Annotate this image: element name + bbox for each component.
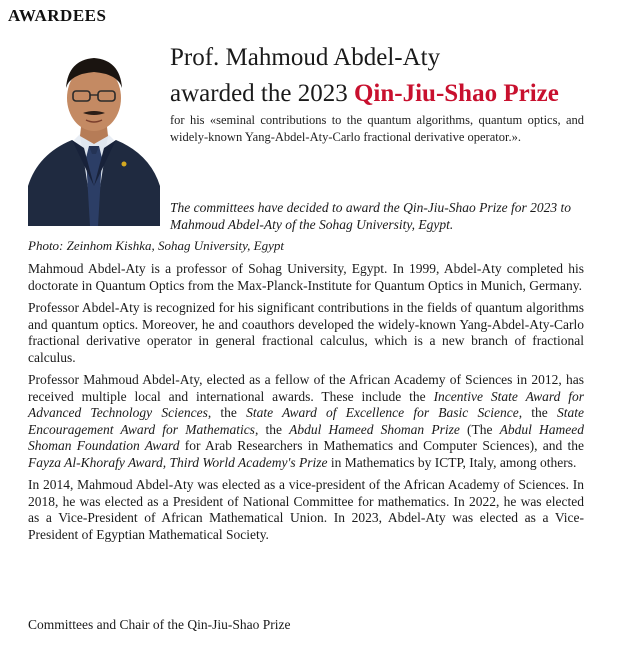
bio-text: , the [254,421,290,437]
photo-caption: Photo: Zeinhom Kishka, Sohag University, Egypt [28,238,285,253]
award-title: Abdul Hameed Shoman Foundation Award [28,421,585,453]
awardee-portrait-photo [28,36,160,226]
award-title: State Encouragement Award for Mathematics [28,405,584,437]
award-title: Incentive State Award for Advanced Technology Sciences [28,388,584,420]
bio-text: Professor Mahmoud Abdel-Aty, elected as a fellow of the African Academy of Sciences in 2012, has received multiple local and international awards. These include the [28,372,584,404]
bio-paragraph-2: Professor Abdel-Aty is recognized for his significant contributions in the fields of quantum algorithms and quantum optics. Moreover, he and coauthors developed the widely-known Yang-Abdel-Aty-Carlo fractional derivative operator in general fractional calculus, which is a new branch of fractional calculus. [28,300,584,365]
award-line-prefix: awarded the 2023 [170,80,354,107]
committee-decision: The committees have decided to award the Qin-Jiu-Shao Prize for 2023 to Mahmoud Abdel-Aty of the Sohag University, Egypt. [170,200,572,232]
contribution-citation: for his «seminal contributions to the quantum algorithms, quantum optics, and widely-known Yang-Abdel-Aty-Carlo fractional derivative operator.». [170,113,584,144]
bio-text: for Arab Researchers in Mathematics and Computer Sciences), and the [179,438,584,453]
award-line [170,76,620,112]
bio-text: (The [459,421,500,437]
signature: Committees and Chair of the Qin-Jiu-Shao Prize [28,617,291,632]
biography [28,261,584,549]
bio-text: , the [207,405,247,420]
bio-paragraph-4: In 2014, Mahmoud Abdel-Aty was elected as a vice-president of the African Academy of Sciences. In 2018, he was elected as a President of National Committee for mathematics. In 2022, he was elected as a Vice-President of African Mathematical Union. In 2023, Abdel-Aty was elected as a Vice-President of Egyptian Mathematical Society. [28,477,584,542]
bio-paragraph-1: Mahmoud Abdel-Aty is a professor of Sohag University, Egypt. In 1999, Abdel-Aty completed his doctorate in Quantum Optics from the Max-Planck-Institute for Quantum Optics in Munich, Germany. [28,261,584,293]
bio-text: in Mathematics by ICTP, Italy, among others. [327,454,577,470]
bio-paragraph-3 [28,372,584,471]
headline [170,40,620,112]
prize-name: Qin-Jiu-Shao Prize [353,80,559,107]
award-title: State Award of Excellence for Basic Science [246,405,519,420]
award-title: Fayza Al-Khorafy Award, Third World Academy's Prize [28,454,328,470]
section-title: AWARDEES [8,6,107,25]
awardee-name: Prof. Mahmoud Abdel-Aty [170,44,441,71]
bio-text: , the [518,405,557,420]
award-title: Abdul Hameed Shoman Prize [289,421,460,437]
